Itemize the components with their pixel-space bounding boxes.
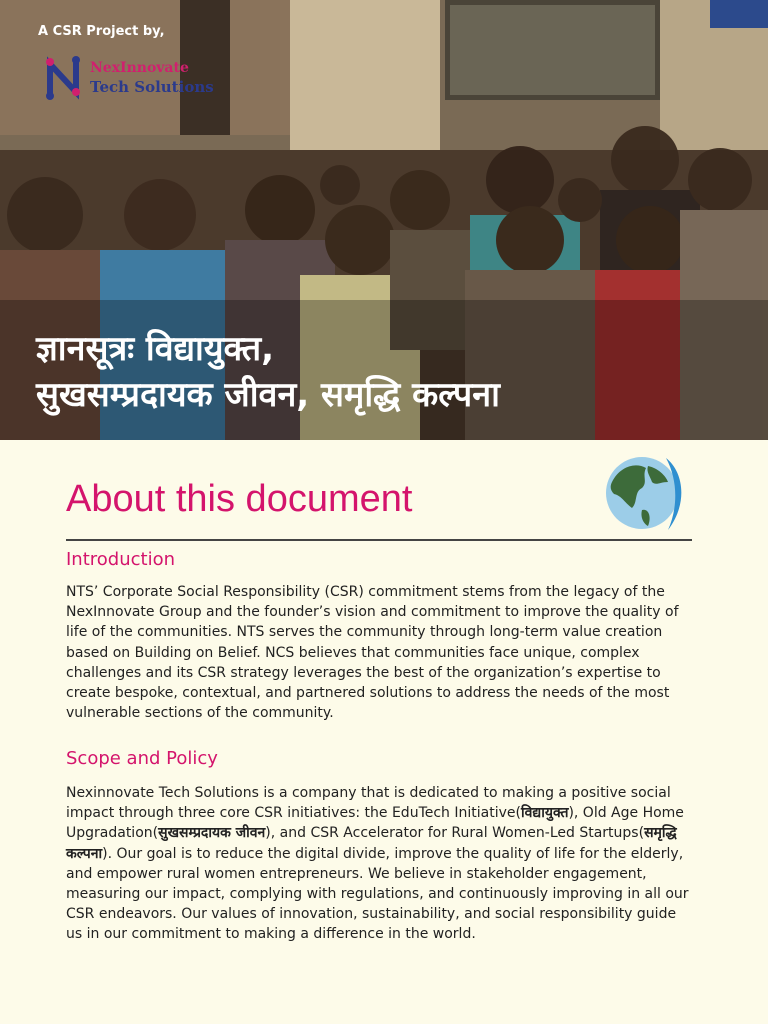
introduction-paragraph: NTS’ Corporate Social Responsibility (CSR) commitment stems from the legacy of the NexInnovate Group and the founder’s vision and commitment to improve the quality of life of the communities. NTS serves the community through long-term value creation based on Building on Belief. NCS believes that communities face unique, complex challenges and its CSR strategy leverages the best of the organization’s expertise to create bespoke, contextual, and partnered solutions to address the needs of the most vulnerable sections of the community. (66, 584, 679, 722)
hero-banner (0, 0, 768, 440)
initiative-edutech: विद्यायुक्त (520, 805, 569, 822)
document-title: About this document (66, 478, 413, 520)
logo-subtitle: Tech Solutions (90, 78, 214, 96)
scope-policy-paragraph (66, 783, 696, 945)
scope-text-4: ). Our goal is to reduce the digital divide, improve the quality of life for the elderly, and empower rural women entrepreneurs. We believe in stakeholder engagement, measuring our impact, complying with regulations, and continuously improving in all our CSR endeavors. Our values of innovation, sustainability, and social responsibility guide us in our commitment to making a difference in the world. (66, 845, 689, 943)
csr-credit: A CSR Project by, (38, 24, 165, 39)
scope-text-1: Nexinnovate Tech Solutions is a company that is dedicated to making a positive social impact through three core CSR initiatives: the EduTech Initiative( (66, 785, 671, 822)
introduction-heading: Introduction (66, 549, 176, 570)
scope-text-2: ), Old Age Home Upgradation( (66, 805, 684, 842)
globe-icon (602, 452, 686, 534)
scope-text-3: ), and CSR Accelerator for Rural Women-Led Startups( (265, 825, 645, 842)
logo-icon (42, 54, 88, 102)
logo-name: NexInnovate (90, 60, 189, 76)
hero-title (36, 326, 736, 418)
initiative-old-age-home: सुखसम्प्रदायक जीवन (158, 825, 266, 842)
hero-title-line-1: ज्ञानसूत्रः विद्यायुक्त, (36, 329, 275, 369)
company-logo (42, 54, 242, 102)
title-divider (66, 539, 692, 541)
hero-title-line-2: सुखसम्प्रदायक जीवन, समृद्धि कल्पना (36, 375, 500, 415)
initiative-rural-women: समृद्धि कल्पना (66, 825, 677, 862)
scope-policy-heading: Scope and Policy (66, 748, 218, 769)
